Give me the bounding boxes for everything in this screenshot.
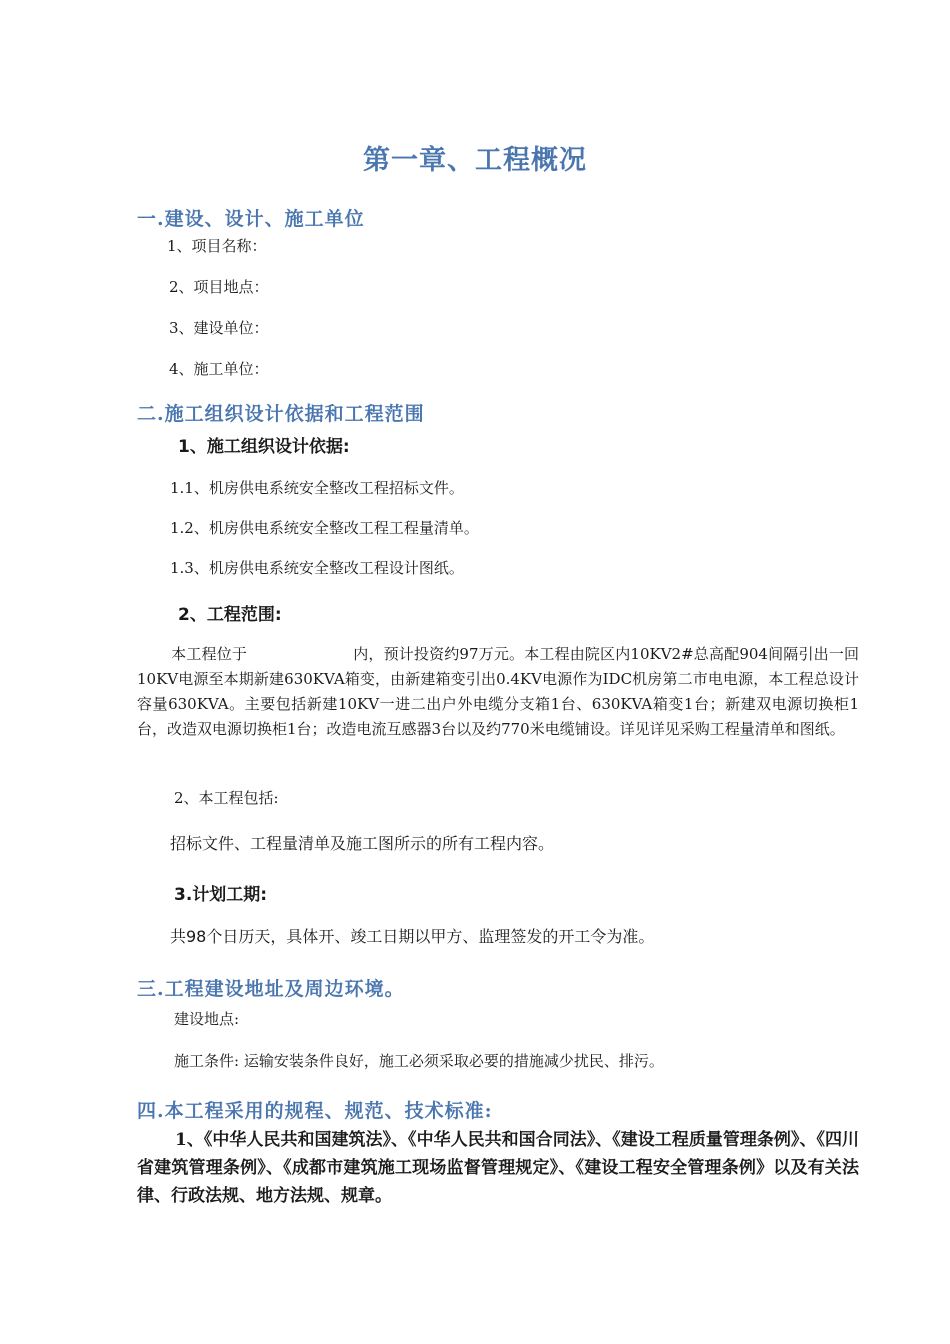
basis-item: 1.1、机房供电系统安全整改工程招标文件。	[170, 479, 464, 497]
scope-heading: 2、工程范围:	[178, 605, 282, 625]
scope-paragraph	[137, 642, 859, 742]
contractor-unit-label: 4、施工单位：	[169, 360, 269, 378]
section-4-title: 四.本工程采用的规程、规范、技术标准:	[137, 1100, 493, 1122]
regulations-text: 1、《中华人民共和国建筑法》、《中华人民共和国合同法》、《建设工程质量管理条例》、《四川省建筑管理条例》、《成都市建筑施工现场监督管理规定》、《建设工程安全管理条例》以及有关法律、行政法规、地方法规、规章。	[137, 1130, 859, 1206]
scope-text-b: 内，预计投资约97万元。本工程由院区内10KV2#总高配904间隔引出一回10KV电源至本期新建630KVA箱变，由新建箱变引出0.4KV电源作为IDC机房第二市电电源，本工程总设计容量630KVA。主要包括新建10KV一进二出户外电缆分支箱1台、630KVA箱变1台；新建双电源切换柜1台，改造双电源切换柜1台；改造电流互感器3台以及约770米电缆铺设。详见详见采购工程量清单和图纸。	[137, 645, 859, 738]
project-name-label: 1、项目名称：	[167, 237, 267, 255]
site-label: 建设地点:	[174, 1010, 240, 1028]
section-1-title: 一.建设、设计、施工单位	[137, 208, 365, 230]
basis-item: 1.2、机房供电系统安全整改工程工程量清单。	[170, 519, 479, 537]
project-location-label: 2、项目地点：	[169, 278, 269, 296]
scope-text-a: 本工程位于	[171, 645, 248, 663]
chapter-title: 第一章、工程概况	[363, 145, 587, 176]
regulations-paragraph	[137, 1126, 859, 1210]
basis-heading: 1、施工组织设计依据:	[178, 437, 350, 457]
section-2-title: 二.施工组织设计依据和工程范围	[137, 403, 425, 425]
section-3-title: 三.工程建设地址及周边环境。	[137, 978, 405, 1000]
includes-text: 招标文件、工程量清单及施工图所示的所有工程内容。	[170, 834, 555, 853]
includes-heading: 2、本工程包括:	[174, 789, 279, 807]
basis-item: 1.3、机房供电系统安全整改工程设计图纸。	[170, 559, 464, 577]
period-text: 共98个日历天，具体开、竣工日期以甲方、监理签发的开工令为准。	[170, 927, 655, 946]
site-conditions: 施工条件: 运输安装条件良好，施工必须采取必要的措施减少扰民、排污。	[174, 1052, 664, 1070]
construction-unit-label: 3、建设单位：	[169, 319, 269, 337]
period-heading: 3.计划工期:	[174, 885, 268, 905]
